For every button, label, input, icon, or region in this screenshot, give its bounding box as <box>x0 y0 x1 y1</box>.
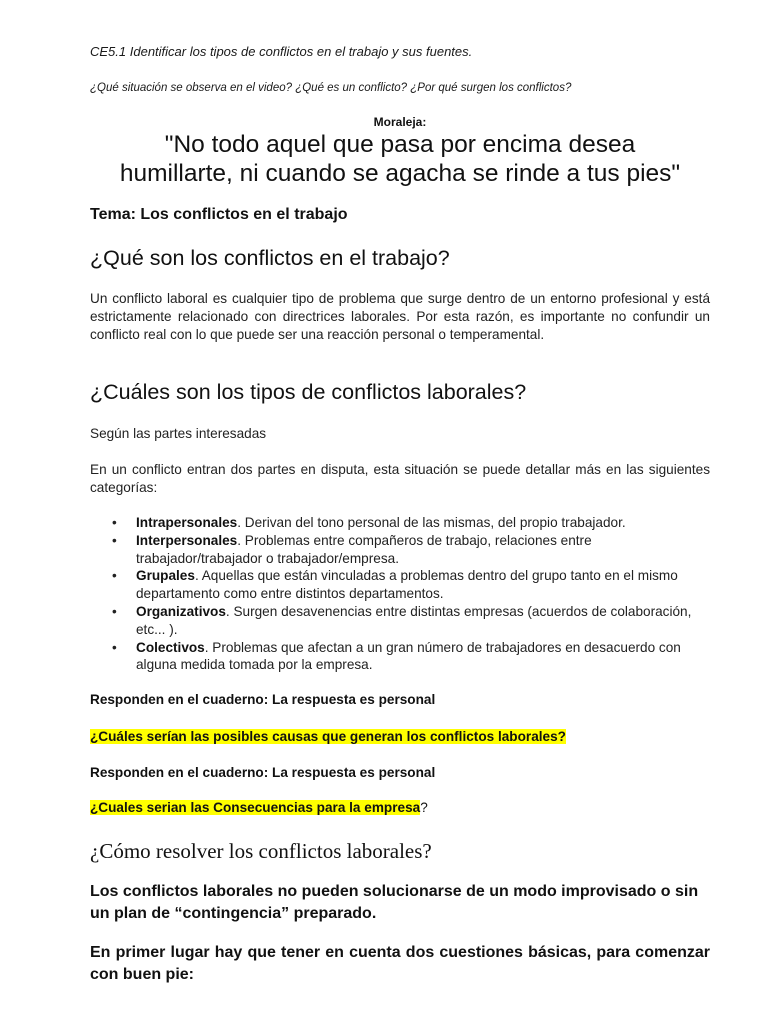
moraleja-quote <box>80 130 720 188</box>
list-item <box>112 514 712 532</box>
type-description: . Aquellas que están vinculadas a problemas dentro del grupo tanto en el mismo departamento como entre distintos departamentos. <box>136 568 678 602</box>
list-item <box>112 567 712 603</box>
type-term: Organizativos <box>136 603 226 619</box>
definition-paragraph: Un conflicto laboral es cualquier tipo de problema que surge dentro de un entorno profesional y está estrictamente relacionado con directrices laborales. Por esta razón, es importante no confundir un conflicto real con lo que puede ser una reacción personal o temperamental. <box>90 291 710 342</box>
notebook-instruction-1: Responden en el cuaderno: La respuesta es personal <box>90 692 436 707</box>
learning-objective: CE5.1 Identificar los tipos de conflictos en el trabajo y sus fuentes. <box>90 44 473 59</box>
quote-line-2: humillarte, ni cuando se agacha se rinde a tus pies" <box>119 160 681 187</box>
notebook-instruction-2: Responden en el cuaderno: La respuesta es personal <box>90 765 436 780</box>
resolution-paragraph-2: En primer lugar hay que tener en cuenta dos cuestiones básicas, para comenzar con buen pie: <box>90 944 710 983</box>
bullet-icon: • <box>112 639 117 655</box>
resolution-paragraph-1: Los conflictos laborales no pueden solucionarse de un modo improvisado o sin un plan de “contingencia” preparado. <box>90 883 699 922</box>
type-description: . Derivan del tono personal de las mismas, del propio trabajador. <box>237 515 626 530</box>
topic-title: Tema: Los conflictos en el trabajo <box>90 206 348 223</box>
guiding-questions: ¿Qué situación se observa en el video? ¿Qué es un conflicto? ¿Por qué surgen los conflictos? <box>90 82 572 94</box>
bullet-icon: • <box>112 568 117 584</box>
type-description: . Problemas entre compañeros de trabajo, relaciones entre trabajador/trabajador o trabajador/empresa. <box>136 532 592 566</box>
question-mark: ? <box>420 800 428 815</box>
type-description: . Problemas que afectan a un gran número de trabajadores en desacuerdo con alguna medida tomada por la empresa. <box>136 639 681 673</box>
categories-intro-paragraph: En un conflicto entran dos partes en disputa, esta situación se puede detallar más en las siguientes categorías: <box>90 462 710 495</box>
type-term: Intrapersonales <box>136 515 238 530</box>
bullet-icon: • <box>112 532 117 548</box>
highlighted-question-text: ¿Cuales serian las Consecuencias para la empresa <box>90 800 421 815</box>
list-item <box>112 603 712 639</box>
quote-line-1: "No todo aquel que pasa por encima desea <box>164 131 636 158</box>
conflict-types-list <box>112 514 712 674</box>
list-item <box>112 639 712 675</box>
causes-question <box>90 729 710 744</box>
highlighted-question-text: ¿Cuáles serían las posibles causas que generan los conflictos laborales? <box>90 729 566 744</box>
consequences-question <box>90 800 710 815</box>
subtitle-parties: Según las partes interesadas <box>90 426 267 441</box>
heading-conflict-types: ¿Cuáles son los tipos de conflictos laborales? <box>90 380 527 404</box>
heading-resolve-conflicts: ¿Cómo resolver los conflictos laborales? <box>90 839 432 863</box>
type-term: Interpersonales <box>136 532 238 548</box>
moraleja-label: Moraleja: <box>373 115 427 129</box>
type-term: Grupales <box>136 568 195 584</box>
type-description: . Surgen desavenencias entre distintas empresas (acuerdos de colaboración, etc... ). <box>136 603 692 637</box>
type-term: Colectivos <box>136 639 205 655</box>
bullet-icon: • <box>112 515 117 530</box>
heading-what-are-conflicts: ¿Qué son los conflictos en el trabajo? <box>90 246 450 270</box>
list-item <box>112 532 712 568</box>
bullet-icon: • <box>112 603 117 619</box>
